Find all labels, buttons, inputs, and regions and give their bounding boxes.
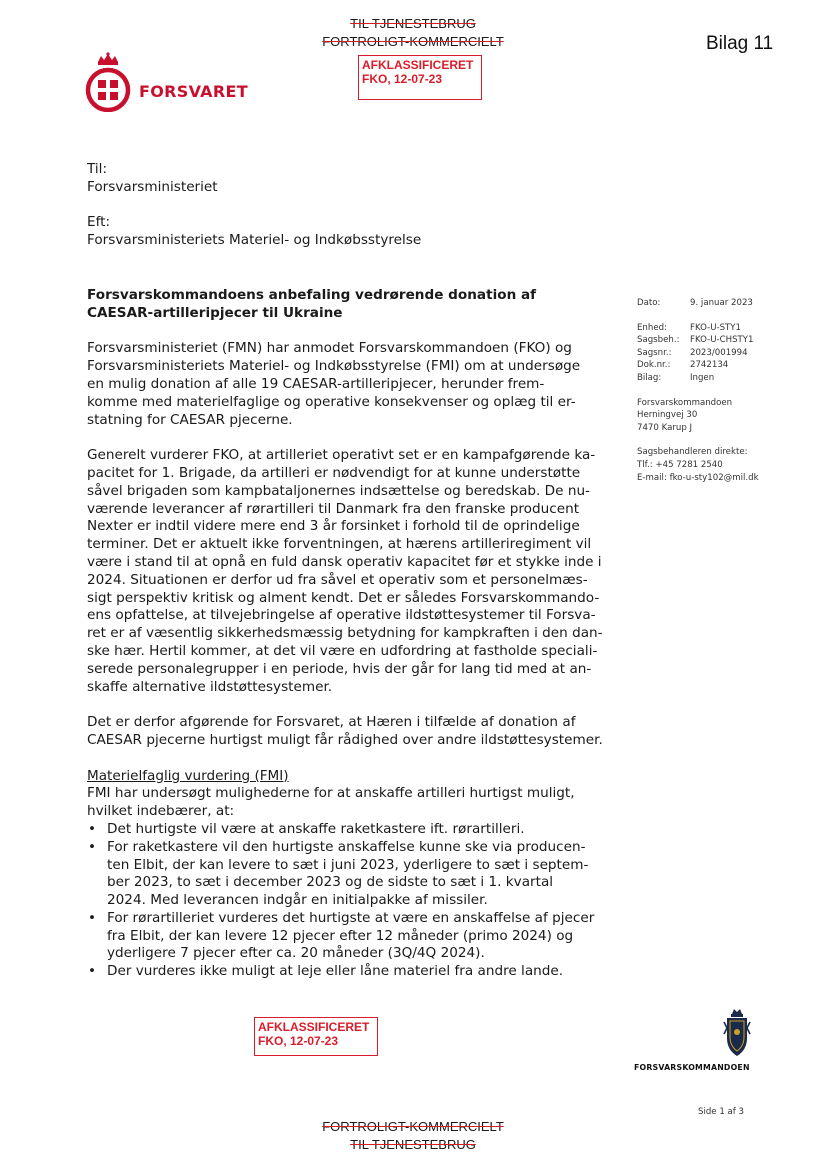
text-line: komme med materielfaglige og operative konsekvenser og oplæg til er-: [87, 393, 576, 410]
date-row: [637, 297, 817, 310]
declassified-stamp-top: [358, 55, 482, 100]
contact-line: Tlf.: +45 7281 2540: [637, 459, 723, 470]
meta-row: [637, 322, 817, 335]
date-label: Dato:: [637, 298, 661, 308]
classification-top-1: TIL TJENESTEBRUG: [350, 16, 476, 31]
title-line: CAESAR-artilleripjecer til Ukraine: [87, 304, 343, 321]
text-line: såvel brigaden som kampbataljonernes indsættelse og beredskab. De nu-: [87, 482, 590, 499]
text-line: Det er derfor afgørende for Forsvaret, at Hæren i tilfælde af donation af: [87, 714, 576, 731]
date-value: 9. januar 2023: [690, 298, 753, 308]
to-value: Forsvarsministeriet: [87, 178, 218, 195]
cc-label: Eft:: [87, 214, 111, 231]
text-line: ske hær. Hertil kommer, at det vil være en udfordring at fastholde speciali-: [87, 642, 598, 659]
stamp-line-2: FKO, 12-07-23: [362, 72, 443, 86]
text-line: ret er af væsentlig sikkerhedsmæssig betydning for kampkraften i den dan-: [87, 625, 603, 642]
text-line: serede personalegrupper i en periode, hvis der går for lang tid med at an-: [87, 660, 592, 677]
stamp-line-1: AFKLASSIFICERET: [258, 1020, 370, 1034]
forsvarskommandoen-emblem: [632, 1008, 752, 1078]
paragraph-3: [87, 714, 612, 750]
classification-top-2: FORTROLIGT-KOMMERCIELT: [322, 34, 504, 49]
meta-value: FKO-U-CHSTY1: [690, 335, 754, 346]
text-line: ten Elbit, der kan levere to sæt i juni 2023, yderligere to sæt i septem-: [107, 856, 589, 873]
meta-value: 2742134: [690, 360, 729, 371]
meta-label: Sagsnr.:: [637, 347, 672, 358]
meta-label: Bilag:: [637, 372, 662, 383]
letter-title: [87, 287, 612, 323]
text-line: en mulig donation af alle 19 CAESAR-artilleripjecer, herunder frem-: [87, 375, 545, 392]
section-heading: Materielfaglig vurdering (FMI): [87, 767, 289, 784]
recipient-block: [87, 161, 421, 250]
address-line: 7470 Karup J: [637, 422, 693, 433]
text-line: CAESAR pjecerne hurtigst muligt får rådighed over andre ildstøttesystemer.: [87, 731, 603, 748]
letter-body: [87, 287, 612, 981]
crown-shield-icon: [84, 52, 132, 112]
text-line: skaffe alternative ildstøttesystemer.: [87, 678, 333, 695]
paragraph-1: [87, 340, 612, 429]
title-line: Forsvarskommandoens anbefaling vedrørende donation af: [87, 287, 537, 303]
meta-value: FKO-U-STY1: [690, 322, 742, 333]
text-line: • For raketkastere vil den hurtigste anskaffelse kunne ske via producen-: [107, 838, 586, 855]
meta-row: [637, 372, 817, 385]
meta-row: [637, 347, 817, 360]
contact-line: E-mail: fko-u-sty102@mil.dk: [637, 472, 759, 483]
forsvaret-logo: [84, 52, 248, 112]
text-line: yderligere 7 pjecer efter ca. 20 måneder (3Q/4Q 2024).: [107, 945, 485, 962]
list-item: [87, 839, 612, 910]
meta-label: Dok.nr.:: [637, 360, 671, 371]
text-line: Forsvarsministeriets Materiel- og Indkøbsstyrelse (FMI) om at undersøge: [87, 358, 581, 375]
text-line: hvilket indebærer, at:: [87, 803, 235, 820]
text-line: ber 2023, to sæt i december 2023 og de sidste to sæt i 1. kvartal: [107, 874, 554, 891]
meta-value: Ingen: [690, 372, 715, 383]
stamp-line-2: FKO, 12-07-23: [258, 1034, 339, 1048]
contact-line: Sagsbehandleren direkte:: [637, 447, 748, 458]
text-line: Forsvarsministeriet (FMN) har anmodet Forsvarskommandoen (FKO) og: [87, 340, 572, 357]
text-line: Nexter er indtil videre mere end 3 år forsinket i forhold til de oprindelige: [87, 518, 580, 535]
bullet-list: [87, 821, 612, 981]
text-line: 2024. Med leverancen indgår en initialpakke af missiler.: [107, 892, 488, 909]
text-line: fra Elbit, der kan levere 12 pjecer efter 12 måneder (primo 2024) og: [107, 927, 574, 944]
text-line: • Det hurtigste vil være at anskaffe raketkastere ift. rørartilleri.: [107, 820, 525, 837]
stamp-line-1: AFKLASSIFICERET: [362, 58, 474, 72]
list-item: [87, 910, 612, 963]
coat-of-arms-icon: [722, 1008, 752, 1058]
cc-value: Forsvarsministeriets Materiel- og Indkøbsstyrelse: [87, 232, 422, 249]
document-metadata: [637, 297, 817, 484]
list-item: [87, 821, 612, 839]
page-number: Side 1 af 3: [698, 1107, 745, 1117]
paragraph-2: [87, 447, 612, 696]
meta-row: [637, 359, 817, 372]
meta-value: 2023/001994: [690, 347, 748, 358]
text-line: FMI har undersøgt mulighederne for at anskaffe artilleri hurtigst muligt,: [87, 785, 575, 802]
text-line: statning for CAESAR pjecerne.: [87, 411, 293, 428]
to-label: Til:: [87, 161, 108, 177]
classification-bottom-2: TIL TJENESTEBRUG: [350, 1137, 476, 1152]
text-line: sigt perspektiv kritisk og alment kendt. Det er således Forsvarskommando-: [87, 589, 600, 606]
text-line: • Der vurderes ikke muligt at leje eller låne materiel fra andre lande.: [107, 963, 564, 980]
list-item: [87, 963, 612, 981]
classification-bottom-1: FORTROLIGT-KOMMERCIELT: [322, 1119, 504, 1134]
declassified-stamp-bottom: [254, 1017, 378, 1056]
text-line: pacitet for 1. Brigade, da artilleri er nødvendigt for at kunne understøtte: [87, 464, 581, 481]
text-line: ens opfattelse, at tilvejebringelse af operative ildstøttesystemer til Forsva-: [87, 607, 596, 624]
text-line: værende leverancer af rørartilleri til Danmark fra den franske producent: [87, 500, 580, 517]
meta-row: [637, 334, 817, 347]
text-line: være i stand til at opnå en fuld dansk operativ kapacitet før et stykke inde i: [87, 553, 602, 570]
text-line: terminer. Det er aktuelt ikke forventningen, at hærens artilleriregiment vil: [87, 536, 592, 553]
address-line: Forsvarskommandoen: [637, 397, 733, 408]
meta-label: Enhed:: [637, 322, 667, 333]
annex-label: Bilag 11: [706, 33, 774, 54]
logo-wordmark: FORSVARET: [139, 82, 248, 101]
text-line: Generelt vurderer FKO, at artilleriet operativt set er en kampafgørende ka-: [87, 447, 596, 464]
paragraph-4: [87, 785, 612, 821]
text-line: • For rørartilleriet vurderes det hurtigste at være en anskaffelse af pjecer: [107, 909, 595, 926]
address-line: Herningvej 30: [637, 410, 698, 421]
meta-label: Sagsbeh.:: [637, 335, 680, 346]
emblem-wordmark: FORSVARSKOMMANDOEN: [634, 1063, 750, 1072]
text-line: 2024. Situationen er derfor ud fra såvel et operativ som et personelmæs-: [87, 571, 588, 588]
